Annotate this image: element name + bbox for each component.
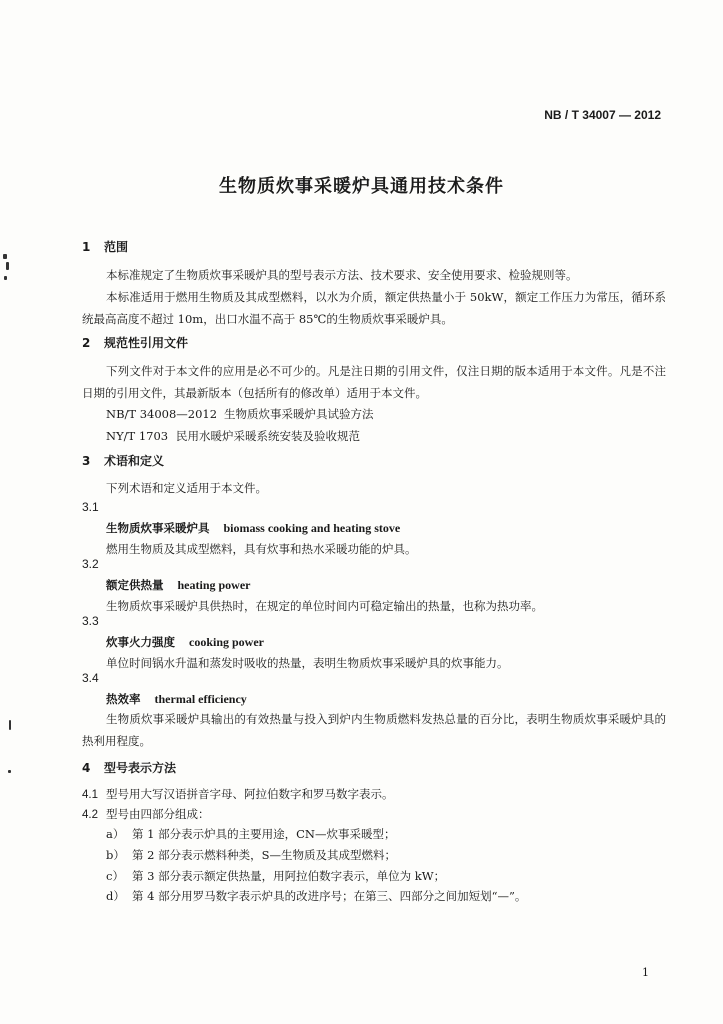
clause-text: 型号由四部分组成：	[106, 807, 210, 821]
term-definition: 燃用生物质及其成型燃料，具有炊事和热水采暖功能的炉具。	[106, 542, 417, 556]
section-title: 术语和定义	[104, 454, 165, 468]
document-title: 生物质炊事采暖炉具通用技术条件	[219, 176, 504, 197]
term-heading	[106, 577, 251, 593]
term-number: 3.2	[82, 557, 99, 571]
term-en: cooking power	[189, 635, 264, 649]
section-2-paragraph: 下列文件对于本文件的应用是必不可少的。凡是注日期的引用文件，仅注日期的版本适用于本文件。凡是不注日期的引用文件，其最新版本（包括所有的修改单）适用于本文件。	[82, 364, 666, 400]
term-cn: 热效率	[106, 692, 141, 706]
list-text: 第 3 部分表示额定供热量，用阿拉伯数字表示，单位为 kW；	[132, 869, 446, 883]
scan-speck	[8, 770, 11, 773]
standard-code: NB / T 34007 — 2012	[544, 108, 661, 122]
section-title: 规范性引用文件	[104, 336, 189, 350]
scan-speck	[3, 254, 7, 259]
list-item	[106, 847, 396, 863]
term-cn: 额定供热量	[106, 578, 164, 592]
reference-code: NY/T 1703	[106, 429, 169, 443]
list-marker: d）	[106, 889, 125, 903]
list-marker: a）	[106, 827, 125, 841]
clause-4-1	[82, 786, 394, 802]
section-1-paragraph-1: 本标准规定了生物质炊事采暖炉具的型号表示方法、技术要求、安全使用要求、检验规则等。	[106, 268, 578, 282]
reference-code: NB/T 34008—2012	[106, 407, 218, 421]
reference-title: 生物质炊事采暖炉具试验方法	[224, 407, 374, 421]
term-number: 3.1	[82, 500, 99, 514]
section-number: 4	[82, 761, 91, 775]
section-title: 型号表示方法	[104, 761, 177, 775]
list-item	[106, 826, 396, 842]
term-en: heating power	[177, 578, 251, 592]
term-number: 3.4	[82, 671, 99, 685]
term-heading	[106, 634, 264, 650]
clause-number: 4.1	[82, 789, 98, 801]
term-heading	[106, 520, 400, 536]
clause-number: 4.2	[82, 809, 98, 821]
list-text: 第 4 部分用罗马数字表示炉具的改进序号；在第三、四部分之间加短划“—”。	[132, 889, 527, 903]
scan-speck	[6, 262, 9, 270]
section-1-paragraph-2: 本标准适用于燃用生物质及其成型燃料，以水为介质，额定供热量小于 50kW，额定工作压力为常压，循环系统最高高度不超过 10m，出口水温不高于 85℃的生物质炊事采暖炉具。	[82, 290, 666, 326]
scan-speck	[9, 720, 11, 730]
list-text: 第 2 部分表示燃料种类，S—生物质及其成型燃料；	[132, 848, 397, 862]
section-number: 3	[82, 454, 91, 468]
section-number: 1	[82, 240, 91, 254]
section-2-heading	[82, 334, 188, 351]
list-item	[106, 868, 445, 884]
term-definition: 单位时间锅水升温和蒸发时吸收的热量，表明生物质炊事采暖炉具的炊事能力。	[106, 656, 509, 670]
section-1-heading	[82, 238, 128, 255]
reference-entry	[106, 406, 374, 422]
clause-4-2	[82, 806, 210, 822]
term-definition: 生物质炊事采暖炉具供热时，在规定的单位时间内可稳定输出的热量，也称为热功率。	[106, 599, 543, 613]
list-marker: b）	[106, 848, 125, 862]
section-number: 2	[82, 336, 91, 350]
reference-title: 民用水暖炉采暖系统安装及验收规范	[176, 429, 360, 443]
clause-text: 型号用大写汉语拼音字母、阿拉伯数字和罗马数字表示。	[106, 787, 394, 801]
list-item	[106, 888, 526, 904]
list-marker: c）	[106, 869, 124, 883]
scan-speck	[4, 276, 7, 280]
term-en: thermal efficiency	[154, 692, 247, 706]
term-en: biomass cooking and heating stove	[223, 521, 401, 535]
term-cn: 炊事火力强度	[106, 635, 175, 649]
term-definition: 生物质炊事采暖炉具输出的有效热量与投入到炉内生物质燃料发热总量的百分比，表明生物质炊事采暖炉具的热利用程度。	[82, 712, 666, 748]
section-4-heading	[82, 759, 176, 776]
reference-entry	[106, 428, 360, 444]
term-number: 3.3	[82, 614, 99, 628]
section-3-heading	[82, 452, 164, 469]
term-heading	[106, 691, 247, 707]
section-title: 范围	[104, 240, 129, 254]
list-text: 第 1 部分表示炉具的主要用途，CN—炊事采暖型；	[132, 827, 396, 841]
section-3-intro: 下列术语和定义适用于本文件。	[106, 481, 267, 495]
term-cn: 生物质炊事采暖炉具	[106, 521, 210, 535]
page-number: 1	[642, 966, 649, 979]
